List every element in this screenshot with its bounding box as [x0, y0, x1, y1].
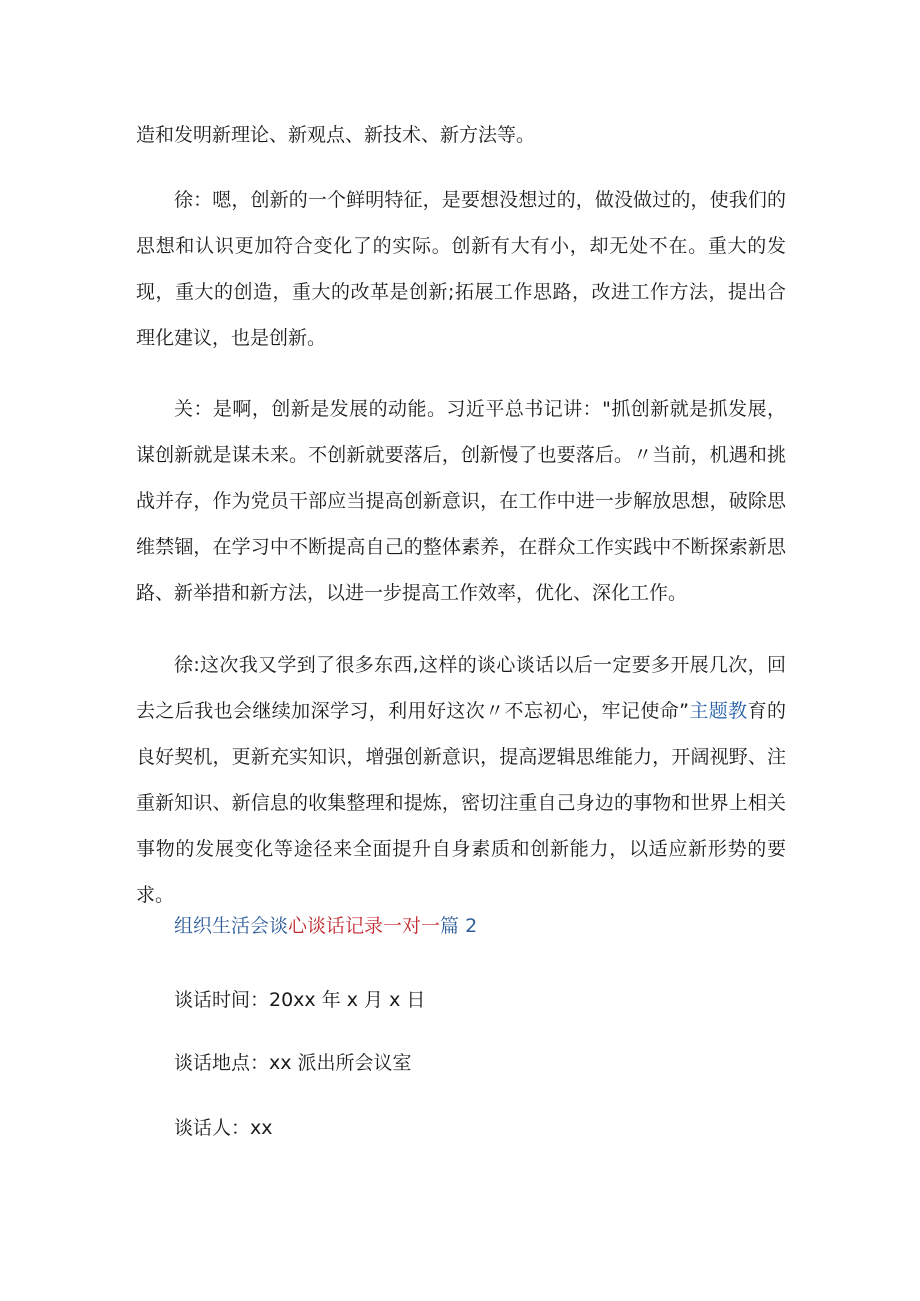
- paragraph-xu-2-text-b: 育的良好契机，更新充实知识，增强创新意识，提高逻辑思维能力，开阔视野、注重新知识、新信息的收集整理和提炼，密切注重自己身边的事物和世界上相关事物的发展变化等途径来全面提升自身素质和创新能力，以适应新形势的要求。: [136, 700, 786, 906]
- paragraph-continuation: 造和发明新理论、新观点、新技术、新方法等。: [136, 124, 536, 146]
- section-heading-part1: 组织生活会谈: [174, 915, 289, 937]
- section-heading-part2: 心谈话记录一对一: [288, 915, 441, 937]
- section-heading: [174, 911, 477, 941]
- paragraph-guan: 关：是啊，创新是发展的动能。习近平总书记讲："抓创新就是抓发展，谋创新就是谋未来。不创新就要落后，创新慢了也要落后。〃当前，机遇和挑战并存，作为党员干部应当提高创新意识，在工作中进一步解放思想，破除思维禁锢，在学习中不断提高自己的整体素养，在群众工作实践中不断探索新思路、新举措和新方法，以进一步提高工作效率，优化、深化工作。: [136, 398, 786, 604]
- talk-place: 谈话地点：xx 派出所会议室: [174, 1052, 412, 1074]
- paragraph-xu-1: 徐：嗯，创新的一个鲜明特征，是要想没想过的，做没做过的，使我们的思想和认识更加符合变化了的实际。创新有大有小，却无处不在。重大的发现，重大的创造，重大的改革是创新;拓展工作思路，改进工作方法，提出合理化建议，也是创新。: [136, 189, 786, 349]
- talk-person: 谈话人：xx: [174, 1117, 273, 1139]
- theme-education-link[interactable]: 主题教: [688, 700, 748, 722]
- paragraph-xu-2-text-a: 徐:这次我又学到了很多东西,这样的谈心谈话以后一定要多开展几次，回去之后我也会继续加深学习，利用好这次〃不忘初心，牢记使命”: [136, 654, 786, 722]
- talk-time: 谈话时间：20xx 年 x 月 x 日: [174, 989, 426, 1011]
- paragraph-xu-2: [136, 642, 786, 918]
- section-heading-part3: 篇 2: [440, 915, 478, 937]
